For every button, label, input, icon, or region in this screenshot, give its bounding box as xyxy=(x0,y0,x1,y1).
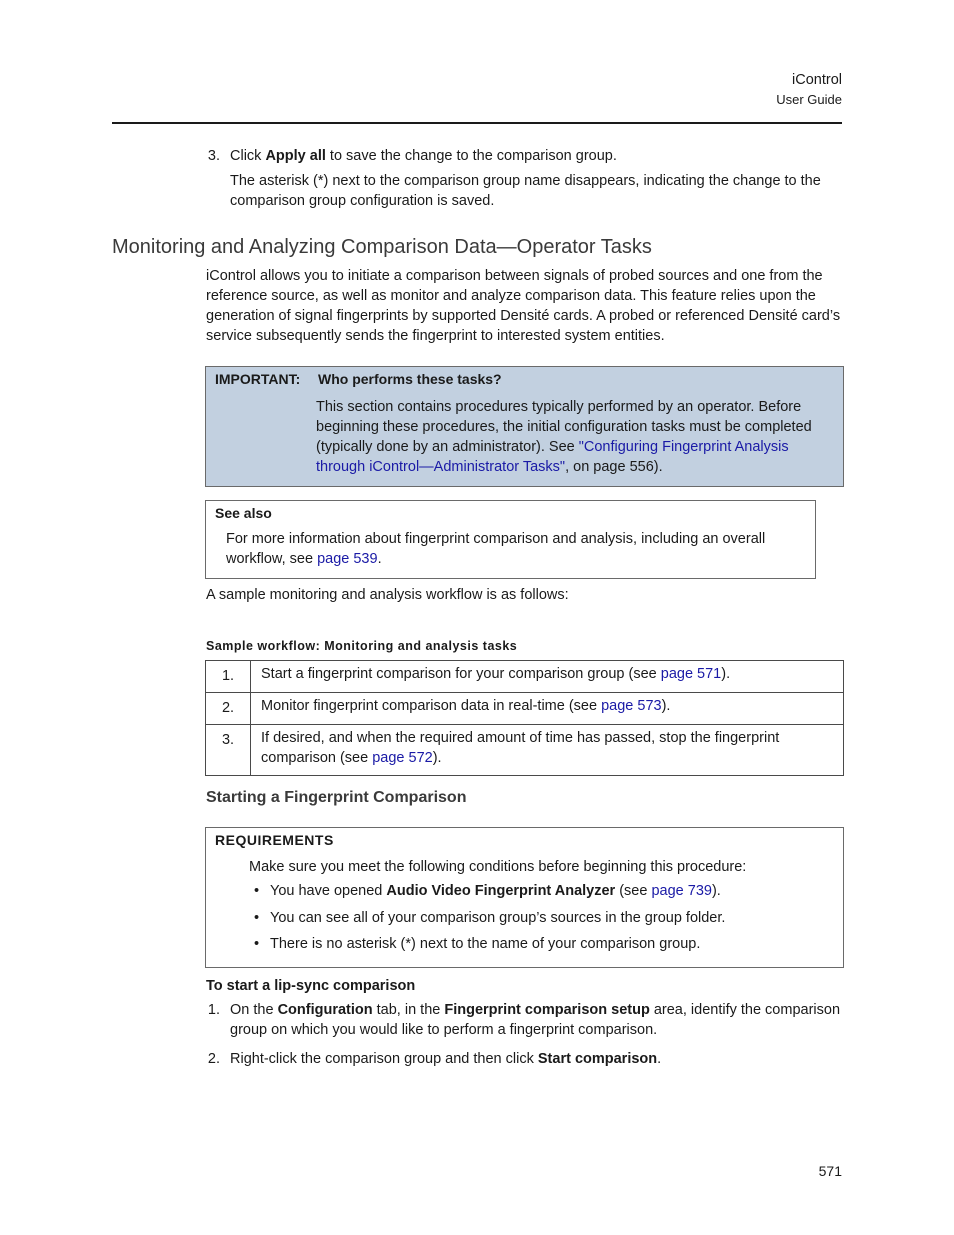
procedure-step-number: 2. xyxy=(207,1051,220,1067)
bullet-icon: • xyxy=(254,910,260,926)
intro-step-note: The asterisk (*) next to the comparison group name disappears, indicating the change to the comparison group configuration is saved. xyxy=(230,173,821,209)
table-row xyxy=(206,661,844,693)
workflow-intro: A sample monitoring and analysis workflow is as follows: xyxy=(206,587,569,603)
procedure-step-number: 1. xyxy=(207,1002,220,1018)
page-739-link[interactable]: page 739 xyxy=(651,883,712,899)
procedure-title: To start a lip-sync comparison xyxy=(206,978,416,994)
see-also-callout xyxy=(205,500,816,579)
requirements-title: REQUIREMENTS xyxy=(215,832,334,848)
see-also-title: See also xyxy=(215,505,272,521)
section-paragraph: iControl allows you to initiate a comparison between signals of probed sources and one from the reference source, as well as monitor and analyze comparison data. This feature relies upon the generation of signal fingerprints by supported Densité cards. A probed or referenced Densité card’s service subsequently sends the fingerprint to interested system entities. xyxy=(206,268,841,344)
page-571-link[interactable]: page 571 xyxy=(660,666,722,682)
bullet-icon: • xyxy=(254,883,260,899)
apply-all-label: Apply all xyxy=(265,148,326,164)
intro-step-number: 3. xyxy=(207,148,220,164)
page-573-link[interactable]: page 573 xyxy=(601,698,662,714)
table-row xyxy=(206,725,844,776)
see-also-text: For more information about fingerprint comparison and analysis, including an overall workflow, see page 539. xyxy=(226,531,766,567)
row-number: 3. xyxy=(221,732,235,748)
important-label: IMPORTANT: xyxy=(215,371,301,387)
row-text: Monitor fingerprint comparison data in real-time (see page 573). xyxy=(261,698,671,714)
header-subtitle: User Guide xyxy=(776,92,842,107)
row-text: Start a fingerprint comparison for your comparison group (see page 571). xyxy=(261,666,731,682)
intro-step-text: Click Apply all to save the change to the comparison group. xyxy=(230,148,617,164)
workflow-caption: Sample workflow: Monitoring and analysis tasks xyxy=(206,639,518,653)
requirements-intro: Make sure you meet the following conditions before beginning this procedure: xyxy=(249,859,747,875)
header-title: iControl xyxy=(792,72,842,88)
section-heading: Monitoring and Analyzing Comparison Data—Operator Tasks xyxy=(112,236,652,258)
procedure-step-text: On the Configuration tab, in the Fingerprint comparison setup area, identify the comparison group on which you would like to perform a fingerprint comparison. xyxy=(230,1002,841,1038)
requirements-callout xyxy=(205,827,844,968)
important-title: Who performs these tasks? xyxy=(318,371,502,387)
row-number: 1. xyxy=(221,668,235,684)
requirement-item: There is no asterisk (*) next to the name of your comparison group. xyxy=(270,936,701,952)
requirement-item: You have opened Audio Video Fingerprint Analyzer (see page 739). xyxy=(270,883,721,899)
procedure-step-text: Right-click the comparison group and then click Start comparison. xyxy=(230,1051,662,1067)
row-number: 2. xyxy=(221,700,235,716)
important-text: This section contains procedures typically performed by an operator. Before beginning these procedures, the initial configuration tasks must be completed (typically done by an administrator). See "Configuring Fingerprint Analysis through iControl—Administrator Tasks", on page 556). xyxy=(316,399,812,475)
table-row xyxy=(206,693,844,725)
subsection-heading: Starting a Fingerprint Comparison xyxy=(206,789,467,806)
important-callout xyxy=(205,366,844,487)
requirement-item: You can see all of your comparison group’s sources in the group folder. xyxy=(270,910,726,926)
page-539-link[interactable]: page 539 xyxy=(317,551,378,567)
administrator-tasks-link[interactable]: "Configuring Fingerprint Analysis through iControl—Administrator Tasks" xyxy=(316,439,789,475)
header-divider xyxy=(112,122,842,124)
row-text: If desired, and when the required amount of time has passed, stop the fingerprint comparison (see page 572). xyxy=(261,730,780,766)
page-number: 571 xyxy=(818,1163,842,1179)
workflow-table xyxy=(205,660,844,776)
page-572-link[interactable]: page 572 xyxy=(372,750,433,766)
bullet-icon: • xyxy=(254,936,260,952)
